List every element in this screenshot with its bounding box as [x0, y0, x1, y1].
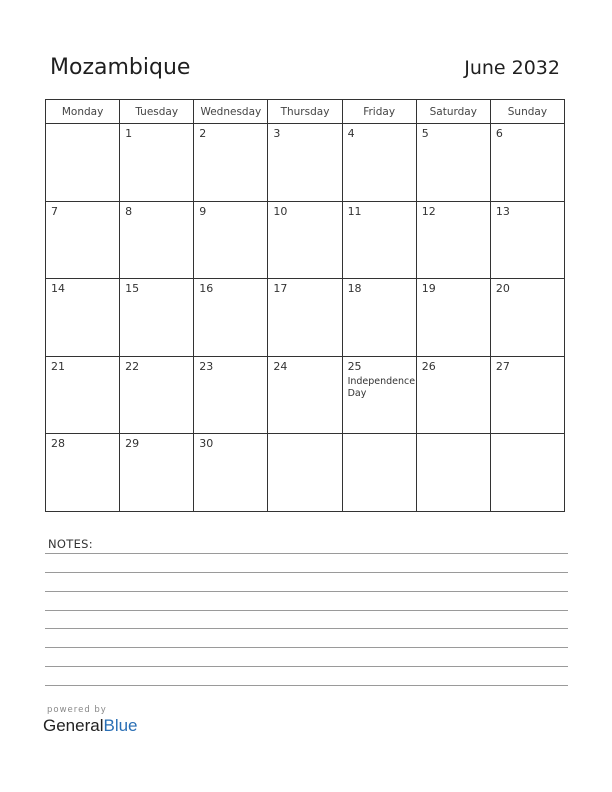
weekday-tuesday: Tuesday	[120, 100, 194, 124]
notes-label: NOTES:	[48, 537, 93, 551]
notes-line	[45, 553, 568, 554]
day-number: 12	[421, 204, 436, 218]
day-number: 21	[51, 359, 65, 373]
day-number: 1	[125, 127, 133, 140]
day-cell	[342, 434, 416, 512]
day-cell	[416, 201, 490, 279]
weekday-thursday: Thursday	[268, 100, 342, 124]
notes-line	[45, 591, 568, 592]
notes-line	[45, 610, 568, 611]
day-cell	[490, 201, 564, 279]
logo-text-general: General	[43, 716, 104, 735]
day-number: 8	[125, 204, 133, 218]
day-cell	[268, 201, 342, 279]
day-number: 22	[125, 359, 140, 373]
day-number: 6	[495, 127, 503, 140]
day-number: 10	[273, 204, 288, 218]
notes-line	[45, 572, 568, 573]
day-cell	[342, 279, 416, 357]
day-cell-holiday	[342, 356, 416, 434]
day-cell	[416, 356, 490, 434]
day-cell	[120, 279, 194, 357]
country-title: Mozambique	[50, 55, 191, 80]
week-row-2	[46, 201, 565, 279]
day-cell	[120, 434, 194, 512]
day-number: 29	[125, 437, 140, 450]
day-cell	[194, 279, 268, 357]
day-cell	[194, 124, 268, 202]
day-cell	[120, 356, 194, 434]
day-number: 20	[495, 282, 510, 295]
week-row-3	[46, 279, 565, 357]
day-cell	[268, 356, 342, 434]
day-cell	[194, 434, 268, 512]
day-cell	[194, 356, 268, 434]
day-cell	[46, 201, 120, 279]
day-cell	[46, 434, 120, 512]
day-cell	[490, 279, 564, 357]
day-cell	[46, 356, 120, 434]
holiday-label: Independence Day	[347, 375, 416, 399]
day-number: 27	[495, 359, 510, 373]
day-number: 11	[347, 204, 362, 218]
notes-line	[45, 628, 568, 629]
notes-line	[45, 685, 568, 686]
day-number: 2	[199, 127, 207, 140]
day-cell	[342, 201, 416, 279]
generalblue-logo[interactable]	[43, 716, 138, 736]
day-cell	[46, 279, 120, 357]
day-number: 9	[199, 204, 207, 218]
day-number: 14	[51, 282, 65, 295]
weekday-friday: Friday	[342, 100, 416, 124]
day-cell	[490, 124, 564, 202]
powered-by-text: powered by	[47, 705, 107, 715]
week-row-4	[46, 356, 565, 434]
day-number: 28	[51, 437, 65, 450]
day-number: 30	[199, 437, 214, 450]
day-number: 4	[347, 127, 355, 140]
day-cell	[416, 124, 490, 202]
day-cell	[194, 201, 268, 279]
day-number: 3	[273, 127, 281, 140]
day-cell	[342, 124, 416, 202]
weekday-sunday: Sunday	[490, 100, 564, 124]
day-number: 17	[273, 282, 288, 295]
day-number: 5	[421, 127, 429, 140]
day-number: 24	[273, 359, 288, 373]
day-cell	[416, 434, 490, 512]
day-cell	[120, 201, 194, 279]
day-number: 15	[125, 282, 140, 295]
day-cell	[490, 434, 564, 512]
notes-line	[45, 647, 568, 648]
day-number: 18	[347, 282, 362, 295]
weekday-monday: Monday	[46, 100, 120, 124]
day-cell	[268, 434, 342, 512]
day-number: 16	[199, 282, 214, 295]
day-cell	[416, 279, 490, 357]
calendar-grid	[45, 99, 565, 512]
day-cell	[120, 124, 194, 202]
day-cell	[490, 356, 564, 434]
day-number: 13	[495, 204, 510, 218]
day-number: 7	[51, 204, 58, 218]
logo-text-blue: Blue	[103, 716, 138, 735]
weekday-wednesday: Wednesday	[194, 100, 268, 124]
day-cell	[46, 124, 120, 202]
weekday-header-row	[46, 100, 565, 124]
week-row-1	[46, 124, 565, 202]
day-number: 19	[421, 282, 436, 295]
month-title: June 2032	[464, 57, 560, 79]
day-number: 26	[421, 359, 436, 373]
day-number: 23	[199, 359, 214, 373]
day-number: 25	[347, 359, 362, 373]
weekday-saturday: Saturday	[416, 100, 490, 124]
day-cell	[268, 124, 342, 202]
week-row-5	[46, 434, 565, 512]
day-cell	[268, 279, 342, 357]
notes-line	[45, 666, 568, 667]
